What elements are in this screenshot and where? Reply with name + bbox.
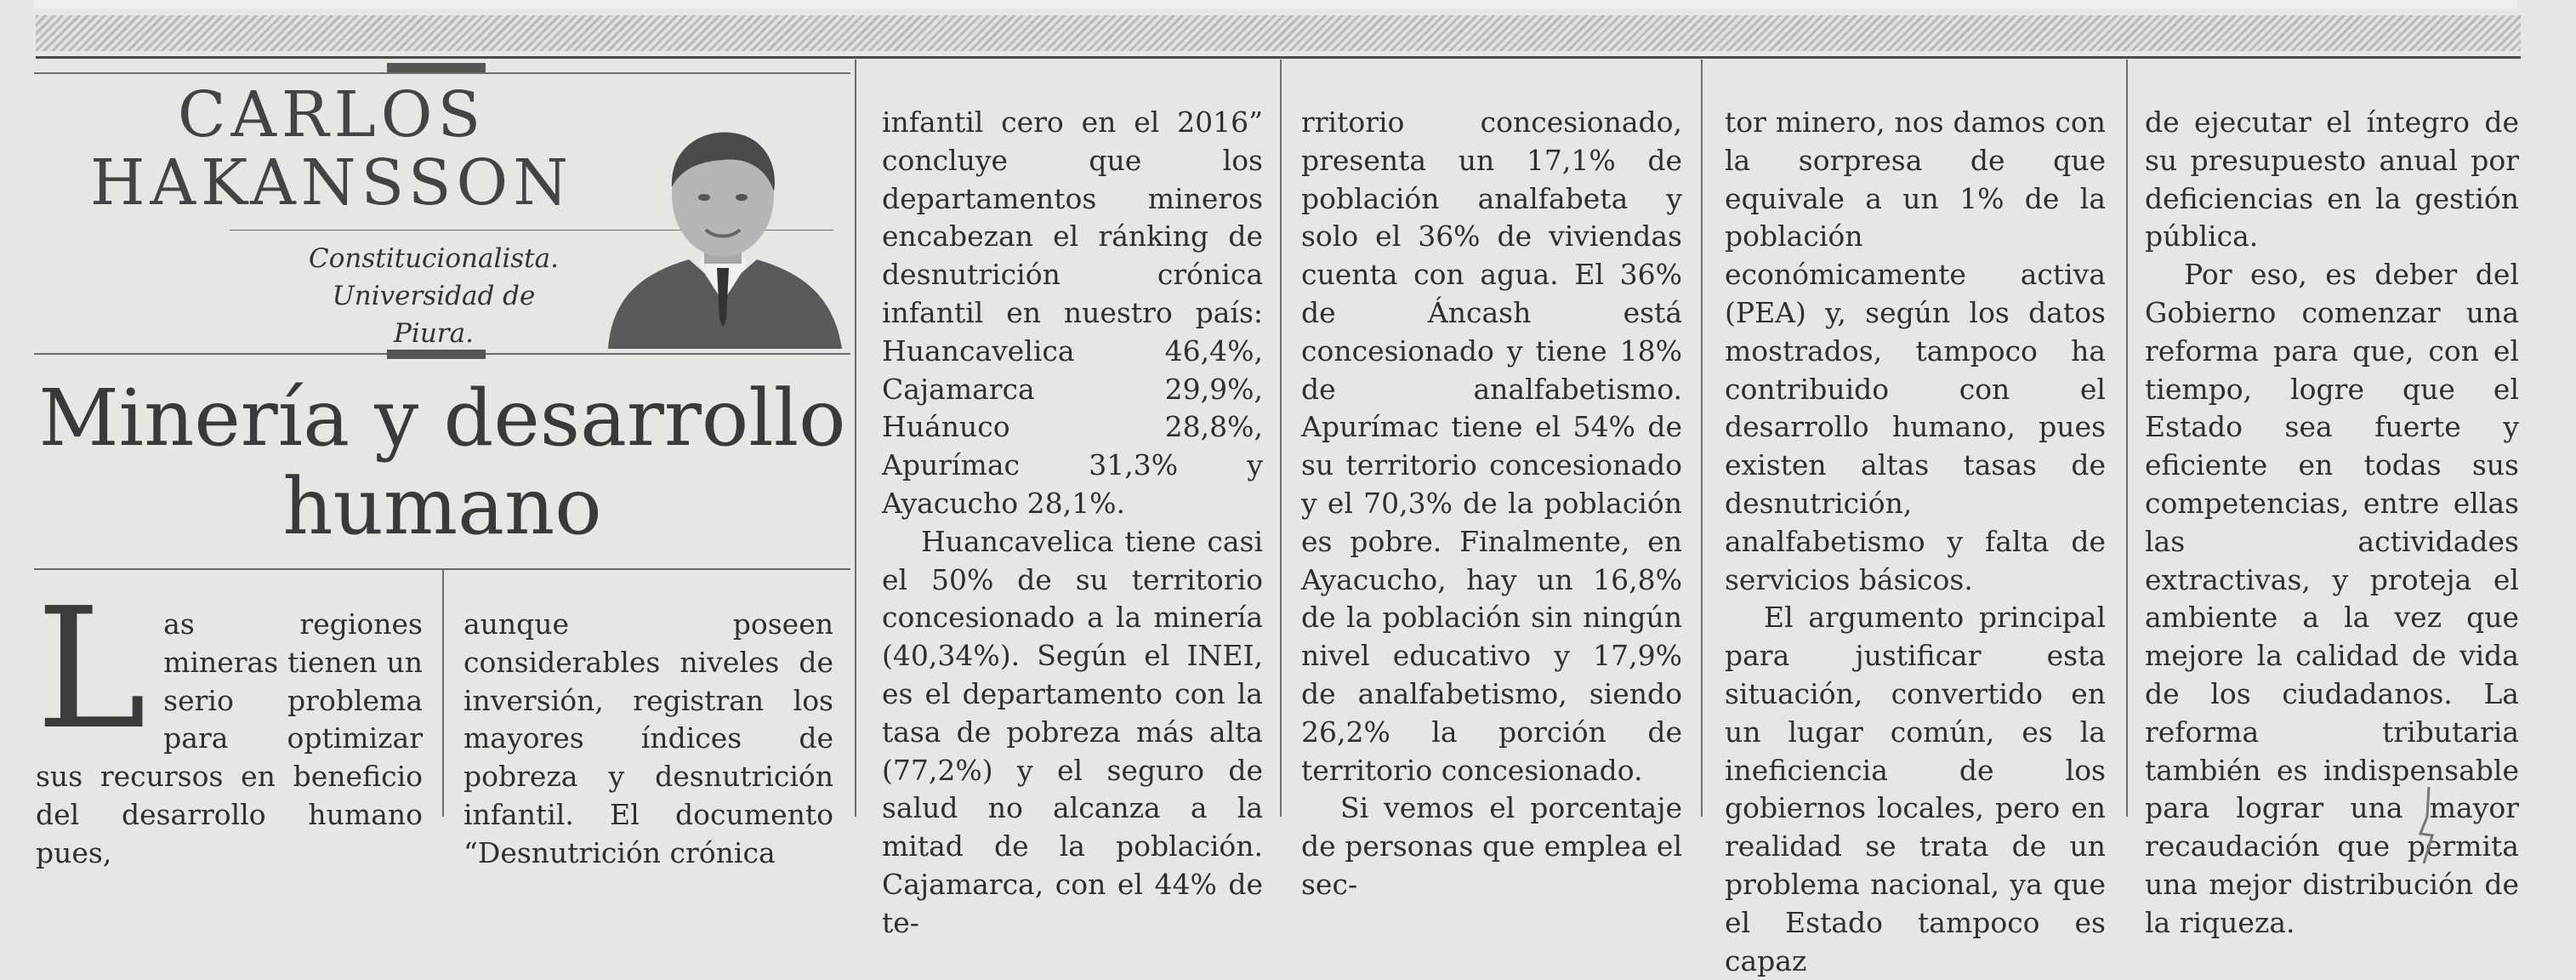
article-paragraph: de ejecutar el íntegro de su presupuesto anual por deficiencias en la gestión pública. [2145, 105, 2519, 254]
article-paragraph: Huancavelica tiene casi el 50% de su territorio concesionado a la minería (40,34%). Según el INEI, es el departamento con la tasa de pobreza más alta (77,2%) y el seguro de salud no alcanza a la mitad de la población. Cajamarca, con el 44% de te- [882, 524, 1263, 939]
article-headline: Minería y desarrollo humano [38, 373, 846, 552]
page-top-edge [34, 0, 2517, 9]
column-rule [442, 570, 444, 817]
author-portrait [595, 119, 850, 349]
article-paragraph: rritorio concesionado, presenta un 17,1% de población analfabeta y solo el 36% de viviendas cuenta con agua. El 36% de Áncash está concesionado y tiene 18% de analfabetismo. Apurímac tiene el 54% de su territorio concesionado y el 70,3% de la población es pobre. Finalmente, en Ayacucho, hay un 16,8% de la población sin ningún nivel educativo y 17,9% de analfabetismo, siendo 26,2% la porción de territorio concesionado. [1301, 105, 1682, 787]
author-credentials [306, 240, 561, 352]
article-paragraph: Por eso, es deber del Gobierno comenzar una reforma para que, con el tiempo, logre que el Estado sea fuerte y eficiente en todas sus competencias, entre ellas las actividades extractivas, y proteja el ambiente a la vez que mejore la calidad de vida de los ciudadanos. La reforma tributaria también es indispensable para lograr una mayor recaudación que permita una mejor distribución de la riqueza. [2145, 258, 2519, 939]
article-column-1 [36, 573, 423, 873]
author-affiliation-line: Universidad de Piura. [332, 281, 536, 349]
column-rule [2126, 60, 2128, 817]
byline-top-rule [34, 72, 850, 74]
column-rule [855, 60, 856, 817]
article-column-3 [882, 104, 1263, 943]
article-paragraph: tor minero, nos damos con la sorpresa de que equivale a un 1% de la población económicamente activa (PEA) y, según los datos mostrados, tampoco ha contribuido con el desarrollo humano, pues existen altas tasas de desnutrición, analfabetismo y falta de servicios básicos. [1725, 105, 2106, 596]
article-column-5 [1725, 104, 2106, 980]
article-paragraph: aunque poseen considerables niveles de inversión, registran los mayores índices de pobreza y desnutrición infantil. El documento “Desnutrición crónica [463, 607, 833, 869]
article-paragraph: as regiones mineras tienen un serio problema para optimizar sus recursos en beneficio del desarrollo humano pues, [36, 607, 423, 869]
article-column-4 [1301, 104, 1682, 904]
section-header-rule [36, 56, 2521, 59]
headline-bottom-rule [34, 568, 850, 570]
pen-mark [2403, 783, 2454, 868]
byline-top-tab [387, 63, 486, 72]
article-paragraph: infantil cero en el 2016” concluye que los departamentos mineros encabezan el ránking de desnutrición crónica infantil en nuestro país: Huancavelica 46,4%, Cajamarca 29,9%, Huánuco 28,8%, Apurímac 31,3% y Ayacucho 28,1%. [882, 105, 1263, 520]
article-paragraph: Si vemos el porcentaje de personas que emplea el sec- [1301, 791, 1682, 901]
article-column-2 [463, 606, 833, 873]
section-header-hatch-band [36, 15, 2521, 51]
article-paragraph: El argumento principal para justificar esta situación, convertido en un lugar común, es la ineficiencia de los gobiernos locales, pero en realidad se trata de un problema nacional, ya que el Estado tampoco es capaz [1725, 601, 2106, 977]
author-title-line: Constitucionalista. [309, 243, 559, 274]
column-rule [1701, 60, 1703, 817]
drop-cap: L [36, 573, 147, 766]
article-column-6 [2145, 104, 2519, 943]
column-rule [1280, 60, 1282, 817]
author-name: CARLOS HAKANSSON [90, 78, 573, 219]
